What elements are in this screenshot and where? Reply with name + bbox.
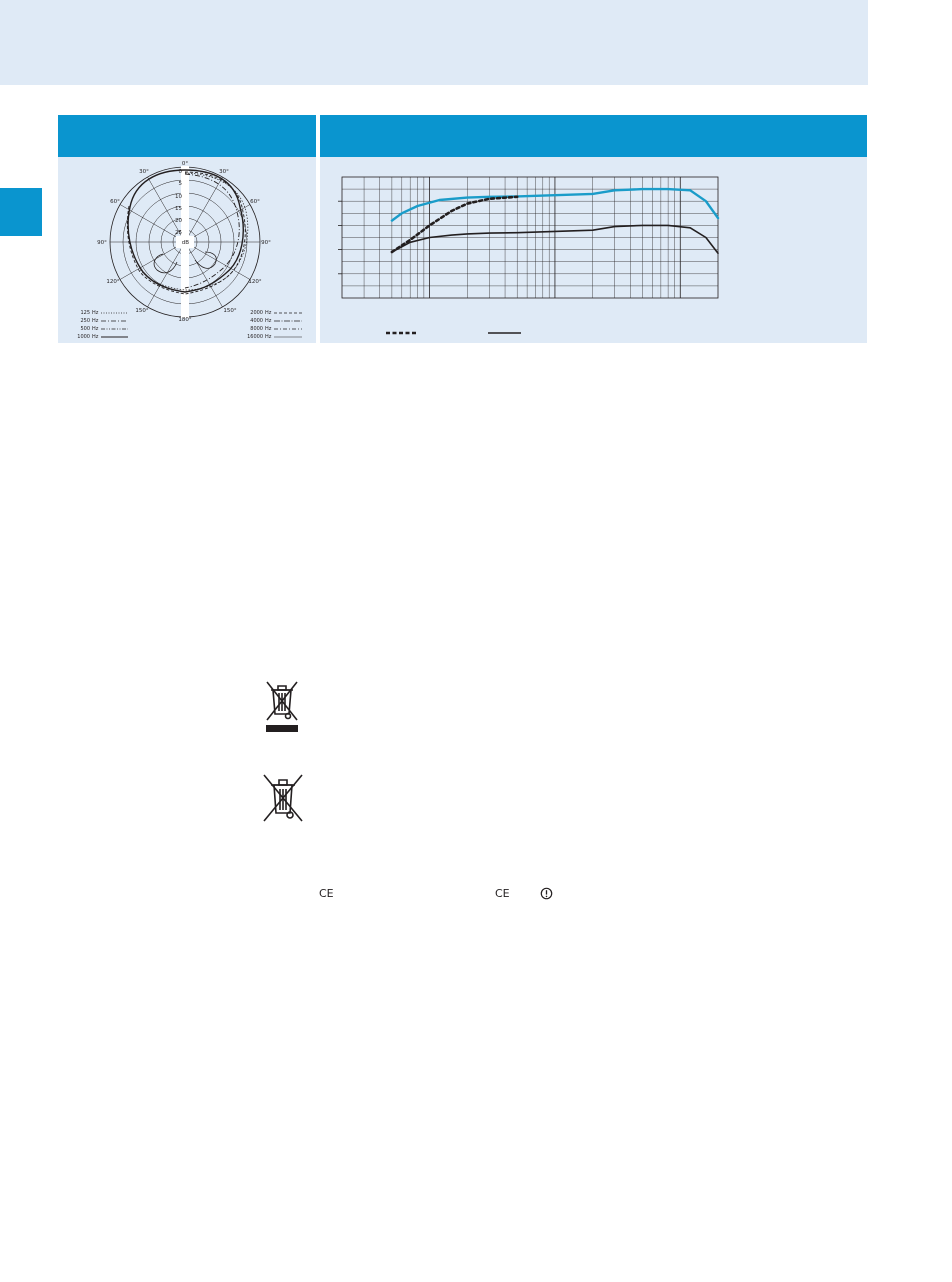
legend-unit: Hz — [92, 334, 99, 340]
legend-freq: 250 — [80, 318, 90, 324]
legend-unit: Hz — [92, 326, 99, 332]
legend-unit: Hz — [265, 318, 272, 324]
legend-freq: 16000 — [247, 334, 263, 340]
polar-legend-right — [247, 310, 302, 340]
db-unit: dB — [181, 240, 189, 246]
weee-bin-with-bar-icon — [264, 680, 300, 739]
angle-label-120-right: 120° — [248, 279, 262, 285]
angle-label-30-right: 30° — [219, 169, 229, 175]
polar-pattern-diagram — [58, 157, 316, 343]
weee-bin-icon — [262, 773, 304, 828]
angle-label-150-left: 150° — [135, 308, 149, 314]
polar-pattern-header — [58, 115, 316, 157]
frequency-response-chart — [320, 157, 867, 343]
db-label: 20 — [175, 218, 182, 224]
angle-label-90-left: 90° — [97, 240, 107, 246]
db-label: 5 — [178, 181, 182, 187]
angle-label-60-right: 60° — [250, 199, 260, 205]
legend-unit: Hz — [265, 326, 272, 332]
polar-legend-left — [77, 310, 128, 340]
frequency-response-panel — [320, 157, 867, 343]
legend-freq: 1000 — [77, 334, 90, 340]
angle-label-60-left: 60° — [110, 199, 120, 205]
legend-unit: Hz — [92, 318, 99, 324]
db-label: 10 — [175, 194, 182, 200]
angle-label-120-left: 120° — [106, 279, 120, 285]
language-tab — [0, 188, 42, 236]
legend-unit: Hz — [265, 334, 272, 340]
legend-freq: 125 — [80, 310, 90, 316]
legend-unit: Hz — [92, 310, 99, 316]
top-band — [0, 0, 868, 85]
angle-label-0: 0° — [181, 161, 189, 167]
angle-label-180: 180° — [178, 317, 192, 323]
polar-pattern-panel — [58, 157, 316, 343]
ce-mark-icon: CE — [319, 887, 334, 900]
frequency-response-header — [320, 115, 867, 157]
angle-label-30-left: 30° — [139, 169, 149, 175]
legend-unit: Hz — [265, 310, 272, 316]
series-line-2 — [392, 197, 517, 252]
legend-freq: 8000 — [250, 326, 263, 332]
db-label: 0 — [178, 169, 182, 175]
legend-freq: 2000 — [250, 310, 263, 316]
alert-sign-icon — [540, 887, 553, 905]
angle-label-90-right: 90° — [261, 240, 271, 246]
db-label: 15 — [175, 206, 182, 212]
db-label: 25 — [175, 230, 182, 236]
ce-mark-icon: CE — [495, 887, 510, 900]
legend-freq: 4000 — [250, 318, 263, 324]
angle-label-150-right: 150° — [223, 308, 237, 314]
legend-freq: 500 — [80, 326, 90, 332]
